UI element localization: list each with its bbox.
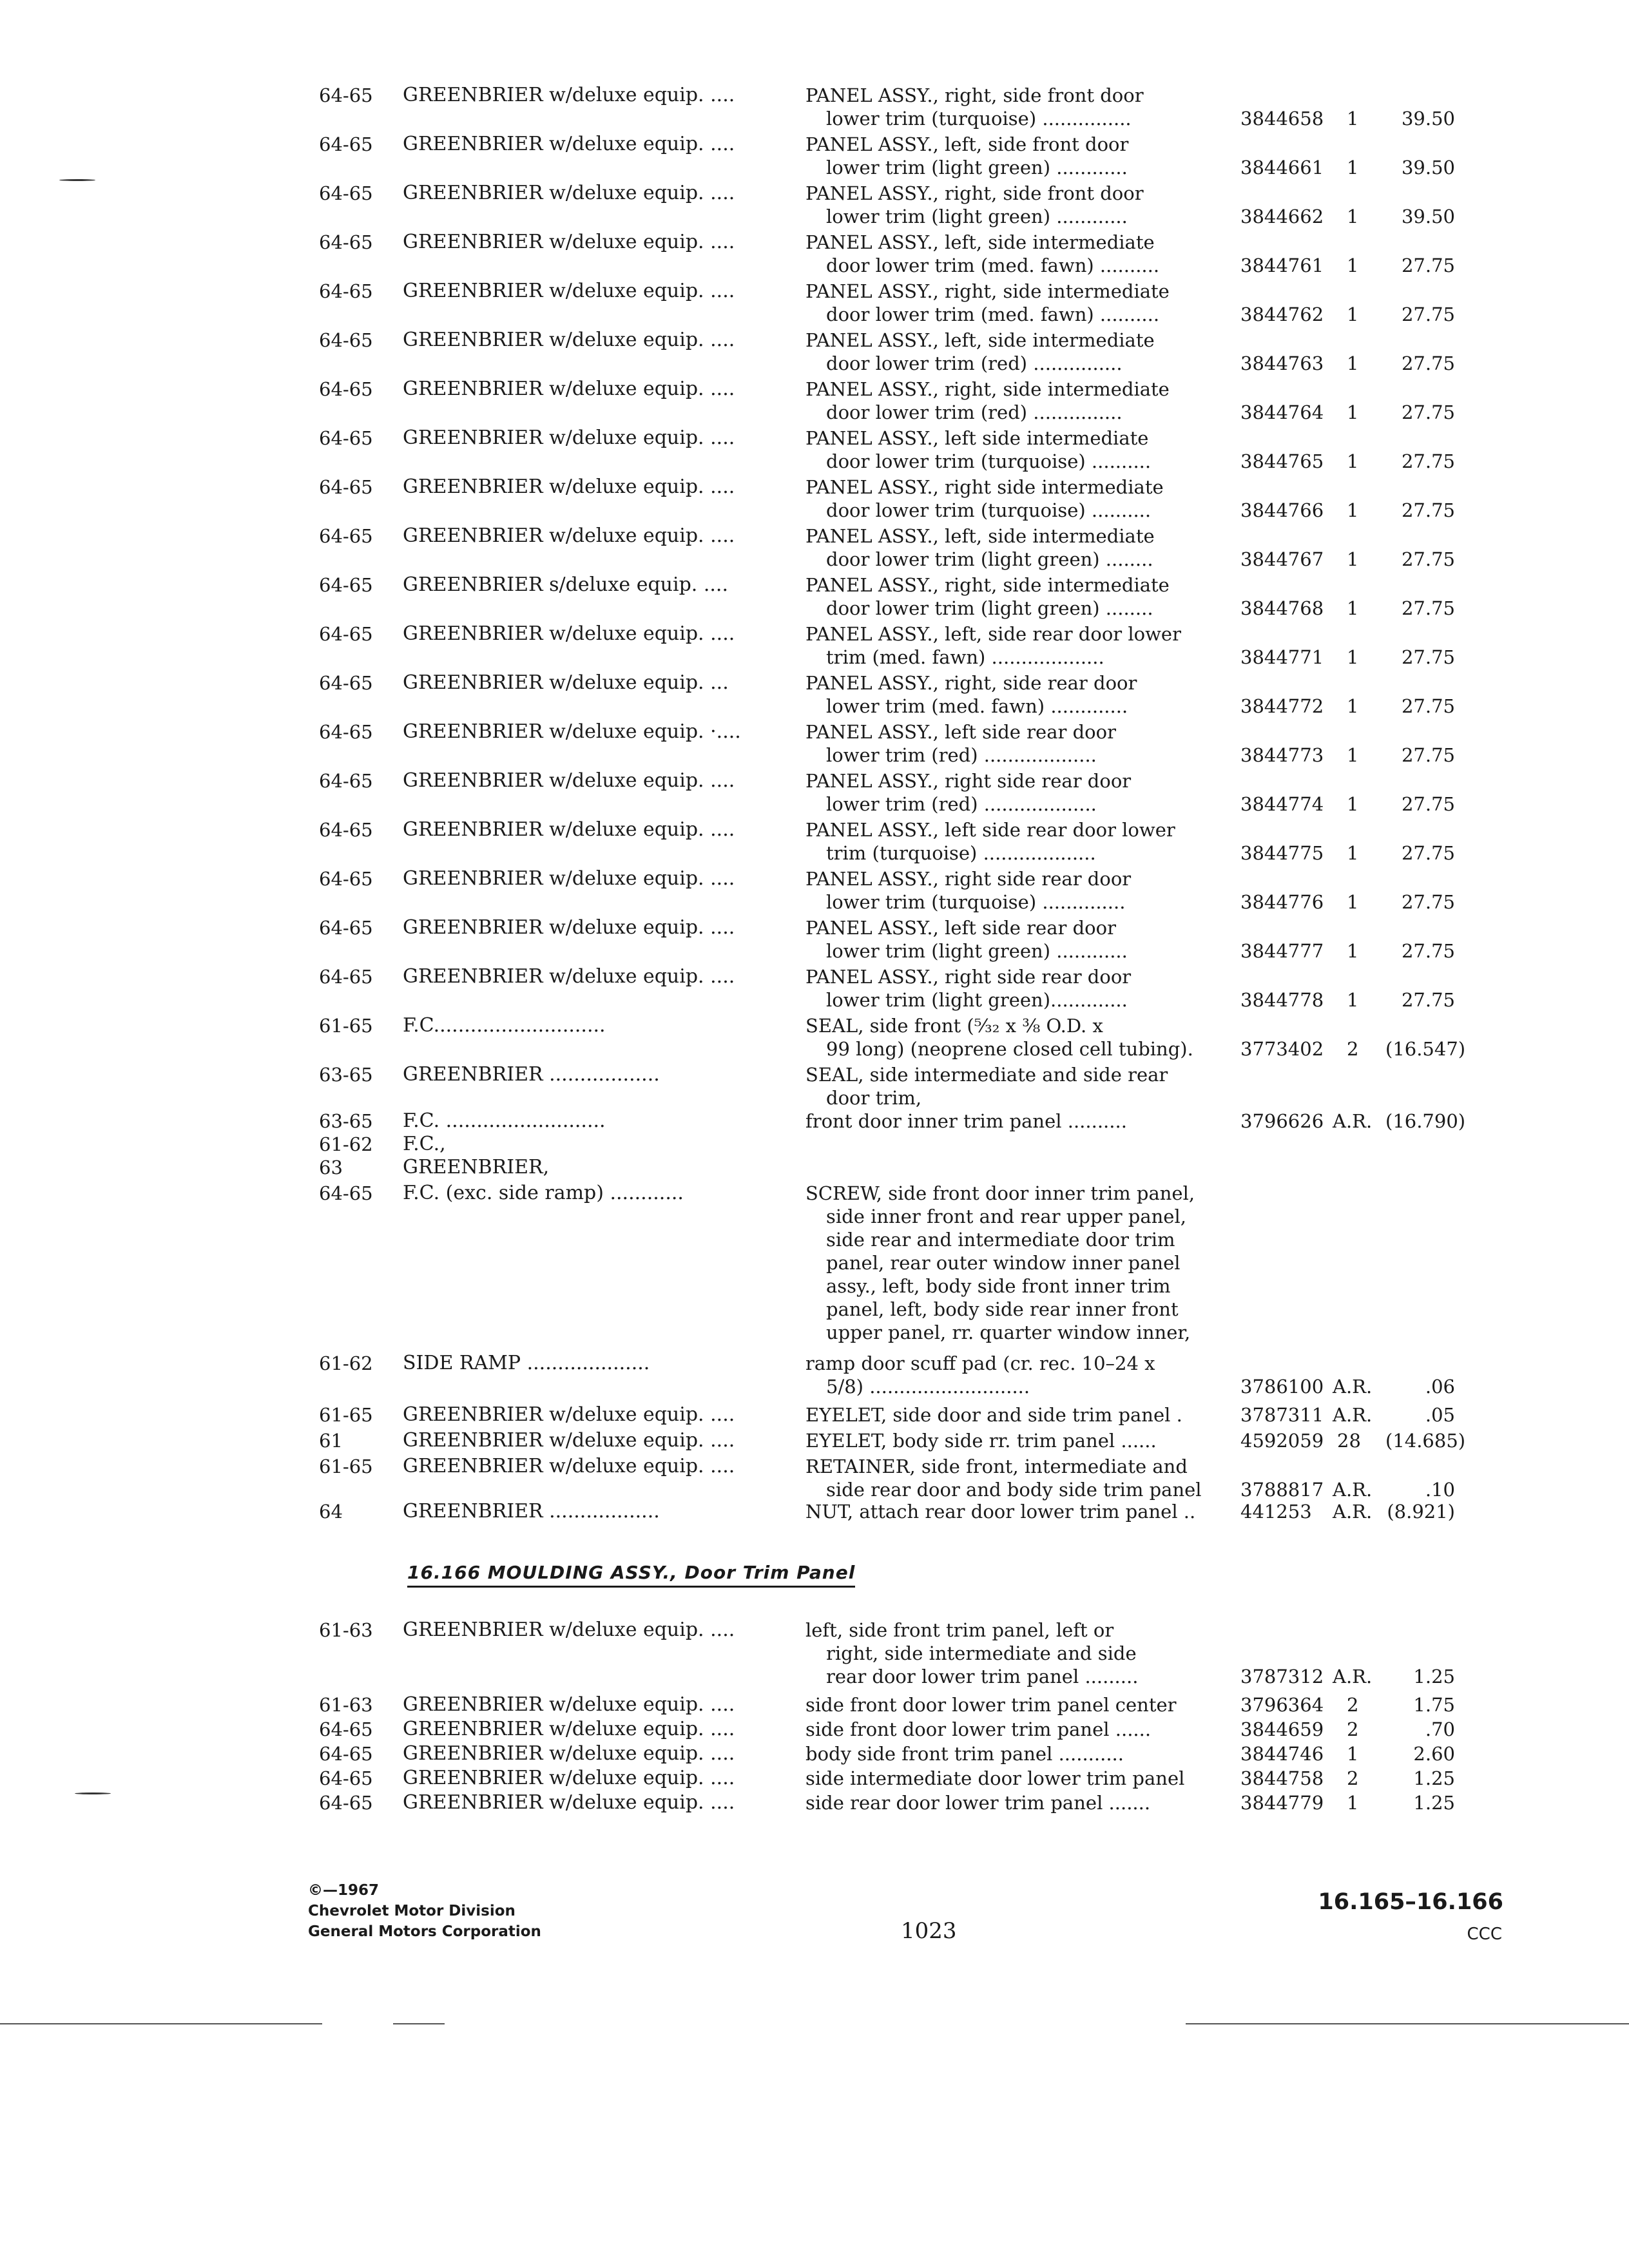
model-years: 64-65 [319,84,373,106]
quantity: 1 [1347,401,1359,423]
description-line: body side front trim panel ........... [805,1743,1124,1765]
description-line: PANEL ASSY., right side rear door [805,868,1132,890]
description-line: SEAL, side front (⁵⁄₃₂ x ⅜ O.D. x [805,1015,1103,1037]
model-years: 64-65 [319,819,373,841]
part-description [805,84,1231,130]
price: 27.75 [1401,499,1455,521]
part-description [805,280,1231,326]
description-line: PANEL ASSY., right, side front door [805,182,1144,204]
description-line: side rear door lower trim panel ....... [805,1792,1151,1814]
price: 1.75 [1413,1694,1455,1716]
description-line: PANEL ASSY., right, side intermediate [805,280,1170,302]
model-name: F.C. (exc. side ramp) ............ [403,1182,684,1204]
publisher-block [308,1880,541,1942]
model-name: GREENBRIER .................. [403,1063,660,1086]
part-number: 3844779 [1240,1792,1324,1814]
part-description [805,1742,1231,1765]
price: 1.25 [1413,1666,1455,1687]
model-name: GREENBRIER w/deluxe equip. .... [403,1791,735,1814]
price: 27.75 [1401,303,1455,325]
model-years: 64-65 [319,1182,373,1204]
part-number: 3844775 [1240,842,1324,864]
price: 27.75 [1401,548,1455,570]
model-years: 64-65 [319,917,373,939]
model-years: 64-65 [319,476,373,498]
description-line: 5/8) ........................... [826,1376,1030,1398]
part-number: 3844776 [1240,891,1324,913]
description-line: PANEL ASSY., left, side front door [805,133,1129,155]
model-name: GREENBRIER w/deluxe equip. .... [403,867,735,890]
model-name: GREENBRIER w/deluxe equip. ·.... [403,720,741,743]
price: .70 [1425,1718,1455,1740]
part-description [805,867,1231,914]
price: 39.50 [1401,157,1455,178]
description-line: lower trim (turquoise) .............. [826,891,1126,913]
model-name: GREENBRIER w/deluxe equip. .... [403,182,735,204]
description-line: side rear door and body side trim panel [826,1479,1202,1501]
quantity: 1 [1347,206,1359,227]
price: (16.547) [1385,1038,1466,1060]
description-line: ramp door scuff pad (cr. rec. 10–24 x [805,1352,1155,1374]
model-years: 64-65 [319,574,373,596]
model-name: F.C., [403,1133,446,1155]
part-description [805,573,1231,620]
description-line: lower trim (red) ................... [826,793,1097,815]
description-line: PANEL ASSY., left side rear door [805,721,1116,743]
part-number: 3796364 [1240,1694,1324,1716]
description-line: door lower trim (light green) ........ [826,597,1153,619]
description-line: PANEL ASSY., left side rear door lower [805,819,1175,841]
price: 39.50 [1401,206,1455,227]
part-number: 3844662 [1240,206,1324,227]
part-description [805,671,1231,718]
scan-edge-line [393,2023,445,2024]
model-name: GREENBRIER w/deluxe equip. .... [403,818,735,841]
part-number: 3788817 [1240,1479,1324,1501]
description-line: left, side front trim panel, left or [805,1619,1114,1641]
part-number: 3787312 [1240,1666,1324,1687]
part-description [805,524,1231,571]
model-name: GREENBRIER, [403,1156,550,1178]
model-years: 63-65 [319,1110,373,1132]
description-line: trim (med. fawn) ................... [826,646,1104,668]
part-description [805,1767,1231,1790]
price: 27.75 [1401,695,1455,717]
section-range: 16.165–16.166 [1318,1889,1503,1915]
part-description [805,378,1231,424]
model-years: 64-65 [319,672,373,694]
model-years: 64-65 [319,770,373,792]
model-name: GREENBRIER w/deluxe equip. .... [403,1455,735,1477]
part-description [805,427,1231,473]
model-name: GREENBRIER w/deluxe equip. .... [403,965,735,988]
description-line: PANEL ASSY., left side rear door [805,917,1116,939]
model-name: GREENBRIER w/deluxe equip. .... [403,280,735,302]
part-description [805,1063,1231,1110]
price: 39.50 [1401,108,1455,130]
model-name: GREENBRIER w/deluxe equip. .... [403,427,735,449]
price: 27.75 [1401,352,1455,374]
model-name: GREENBRIER w/deluxe equip. .... [403,231,735,253]
description-line: RETAINER, side front, intermediate and [805,1456,1188,1477]
price: 27.75 [1401,597,1455,619]
part-description [805,1110,1231,1133]
description-line: door lower trim (turquoise) .......... [826,450,1152,472]
price: 27.75 [1401,450,1455,472]
part-number: 3844658 [1240,108,1324,130]
part-number: 3844768 [1240,597,1324,619]
part-number: 3844762 [1240,303,1324,325]
part-number: 4592059 [1240,1430,1324,1452]
part-description [805,916,1231,963]
part-number: 3796626 [1240,1110,1324,1132]
part-description [805,622,1231,669]
model-name: SIDE RAMP .................... [403,1352,650,1374]
description-line: door lower trim (red) ............... [826,352,1123,374]
part-description [805,1619,1231,1688]
description-line: side front door lower trim panel center [805,1694,1177,1716]
part-number: 3844778 [1240,989,1324,1011]
price: .05 [1425,1404,1455,1426]
quantity: 1 [1347,352,1359,374]
model-name: GREENBRIER w/deluxe equip. .... [403,1619,735,1641]
price: 27.75 [1401,891,1455,913]
model-years: 64-65 [319,525,373,547]
model-years: 64-65 [319,1767,373,1789]
price: 27.75 [1401,401,1455,423]
description-line: PANEL ASSY., left, side intermediate [805,525,1155,547]
part-number: 3844766 [1240,499,1324,521]
quantity: 2 [1347,1718,1359,1740]
description-line: door lower trim (red) ............... [826,401,1123,423]
model-name: GREENBRIER w/deluxe equip. .... [403,622,735,645]
model-name: GREENBRIER w/deluxe equip. .... [403,524,735,547]
part-number: 3844765 [1240,450,1324,472]
part-description [805,182,1231,228]
description-line: door lower trim (turquoise) .......... [826,499,1152,521]
part-number: 3844773 [1240,744,1324,766]
model-years: 61-65 [319,1456,373,1477]
quantity: 1 [1347,597,1359,619]
price: 27.75 [1401,793,1455,815]
model-name: GREENBRIER w/deluxe equip. .... [403,1767,735,1789]
part-description [805,476,1231,522]
description-line: door trim, [826,1087,922,1109]
model-years: 63 [319,1157,343,1178]
quantity: 1 [1347,695,1359,717]
model-years: 64-65 [319,280,373,302]
corporation-name: General Motors Corporation [308,1923,541,1940]
description-line: PANEL ASSY., right, side intermediate [805,574,1170,596]
description-line: panel, left, body side rear inner front [826,1298,1179,1320]
part-number: 3844771 [1240,646,1324,668]
description-line: side front door lower trim panel ...... [805,1718,1152,1740]
quantity: A.R. [1333,1376,1373,1398]
quantity: 1 [1347,989,1359,1011]
quantity: 1 [1347,499,1359,521]
price: (8.921) [1387,1501,1455,1523]
description-line: EYELET, body side rr. trim panel ...... [805,1430,1157,1452]
model-years: 61-63 [319,1619,373,1641]
price: .10 [1425,1479,1455,1501]
part-number: 3844777 [1240,940,1324,962]
quantity: 1 [1347,255,1359,276]
part-description [805,965,1231,1012]
model-years: 64-65 [319,378,373,400]
part-number: 3844761 [1240,255,1324,276]
quantity: A.R. [1333,1479,1373,1501]
description-line: lower trim (light green) ............ [826,157,1128,178]
description-line: PANEL ASSY., right, side intermediate [805,378,1170,400]
part-description [805,1014,1231,1061]
part-number: 3844774 [1240,793,1324,815]
quantity: 1 [1347,303,1359,325]
quantity: 2 [1347,1038,1359,1060]
model-name: GREENBRIER .................. [403,1500,660,1523]
part-number: 3844661 [1240,157,1324,178]
price: .06 [1425,1376,1455,1398]
description-line: PANEL ASSY., right, side front door [805,84,1144,106]
description-line: lower trim (light green) ............ [826,206,1128,227]
part-description [805,1791,1231,1814]
description-line: SEAL, side intermediate and side rear [805,1064,1168,1086]
part-number: 3844764 [1240,401,1324,423]
quantity: A.R. [1333,1666,1373,1687]
model-years: 61-63 [319,1694,373,1716]
quantity: 1 [1347,157,1359,178]
price: 1.25 [1413,1792,1455,1814]
description-line: PANEL ASSY., right side rear door [805,770,1132,792]
description-line: lower trim (red) ................... [826,744,1097,766]
price: 27.75 [1401,744,1455,766]
description-line: PANEL ASSY., left, side rear door lower [805,623,1181,645]
model-years: 61-65 [319,1404,373,1426]
description-line: side intermediate door lower trim panel [805,1767,1185,1789]
model-years: 61-62 [319,1133,373,1155]
margin-mark [59,179,95,181]
part-number: 3844659 [1240,1718,1324,1740]
part-number: 441253 [1240,1501,1312,1523]
part-number: 3844763 [1240,352,1324,374]
part-number: 3786100 [1240,1376,1324,1398]
part-description [805,769,1231,816]
quantity: A.R. [1333,1404,1373,1426]
part-number: 3844746 [1240,1743,1324,1765]
model-name: GREENBRIER w/deluxe equip. .... [403,476,735,498]
part-description [805,1500,1231,1523]
quantity: 1 [1347,548,1359,570]
quantity: 1 [1347,646,1359,668]
scan-edge-line [1186,2023,1629,2024]
description-line: lower trim (med. fawn) ............. [826,695,1128,717]
model-name: GREENBRIER w/deluxe equip. ... [403,671,729,694]
part-description [805,1693,1231,1716]
model-years: 64-65 [319,1792,373,1814]
part-description [805,818,1231,865]
price: 27.75 [1401,255,1455,276]
description-line: lower trim (light green)............. [826,989,1128,1011]
model-name: GREENBRIER w/deluxe equip. .... [403,1693,735,1716]
model-years: 64-65 [319,329,373,351]
division-name: Chevrolet Motor Division [308,1903,516,1919]
model-years: 64-65 [319,182,373,204]
quantity: 1 [1347,744,1359,766]
price: 27.75 [1401,646,1455,668]
description-line: lower trim (light green) ............ [826,940,1128,962]
model-years: 64-65 [319,1718,373,1740]
quantity: 1 [1347,450,1359,472]
model-years: 64-65 [319,623,373,645]
model-name: GREENBRIER w/deluxe equip. .... [403,133,735,155]
description-line: upper panel, rr. quarter window inner, [826,1321,1191,1343]
quantity: 2 [1347,1767,1359,1789]
catalog-code: CCC [1467,1925,1502,1944]
price: 1.25 [1413,1767,1455,1789]
section-heading: 16.166 MOULDING ASSY., Door Trim Panel [407,1562,855,1588]
quantity: 1 [1347,842,1359,864]
model-name: F.C............................ [403,1014,606,1037]
part-description [805,231,1231,277]
quantity: 1 [1347,891,1359,913]
model-years: 61 [319,1430,343,1452]
model-name: GREENBRIER w/deluxe equip. .... [403,916,735,939]
description-line: PANEL ASSY., right side intermediate [805,476,1164,498]
description-line: trim (turquoise) ................... [826,842,1096,864]
model-years: 64-65 [319,966,373,988]
page-number: 1023 [901,1918,957,1944]
description-line: front door inner trim panel .......... [805,1110,1127,1132]
model-years: 64-65 [319,721,373,743]
part-number: 3773402 [1240,1038,1324,1060]
quantity: 2 [1347,1694,1359,1716]
model-years: 61-62 [319,1352,373,1374]
model-years: 64-65 [319,133,373,155]
description-line: door lower trim (med. fawn) .......... [826,255,1160,276]
part-description [805,1455,1231,1501]
model-name: GREENBRIER w/deluxe equip. .... [403,84,735,106]
price: 27.75 [1401,940,1455,962]
price: (14.685) [1385,1430,1466,1452]
model-name: GREENBRIER w/deluxe equip. .... [403,329,735,351]
part-description [805,1429,1231,1452]
description-line: lower trim (turquoise) ............... [826,108,1132,130]
part-description [805,329,1231,375]
description-line: rear door lower trim panel ......... [826,1666,1139,1687]
model-years: 63-65 [319,1064,373,1086]
model-years: 64-65 [319,231,373,253]
description-line: door lower trim (med. fawn) .......... [826,303,1160,325]
margin-mark [75,1792,111,1794]
part-description [805,1718,1231,1741]
description-line: PANEL ASSY., right side rear door [805,966,1132,988]
part-description [805,133,1231,179]
price: (16.790) [1385,1110,1466,1132]
model-name: GREENBRIER w/deluxe equip. .... [403,378,735,400]
part-number: 3844767 [1240,548,1324,570]
model-years: 64-65 [319,1743,373,1765]
scan-edge-line [0,2023,322,2024]
model-years: 61-65 [319,1015,373,1037]
quantity: 1 [1347,793,1359,815]
part-number: 3844758 [1240,1767,1324,1789]
description-line: PANEL ASSY., left side intermediate [805,427,1149,449]
description-line: PANEL ASSY., left, side intermediate [805,231,1155,253]
model-years: 64 [319,1501,343,1523]
part-description [805,1403,1231,1427]
description-line: NUT, attach rear door lower trim panel .. [805,1501,1196,1523]
quantity: A.R. [1333,1110,1373,1132]
description-line: 99 long) (neoprene closed cell tubing). [826,1038,1193,1060]
model-name: GREENBRIER w/deluxe equip. .... [403,1718,735,1740]
description-line: side rear and intermediate door trim [826,1229,1175,1251]
part-description [805,720,1231,767]
quantity: 1 [1347,108,1359,130]
model-name: F.C. .......................... [403,1110,606,1132]
quantity: 1 [1347,940,1359,962]
description-line: EYELET, side door and side trim panel . [805,1404,1182,1426]
model-name: GREENBRIER w/deluxe equip. .... [403,1403,735,1426]
description-line: PANEL ASSY., left, side intermediate [805,329,1155,351]
description-line: right, side intermediate and side [826,1642,1137,1664]
model-name: GREENBRIER w/deluxe equip. .... [403,1429,735,1452]
part-number: 3787311 [1240,1404,1324,1426]
price: 27.75 [1401,842,1455,864]
part-description [805,1182,1231,1344]
model-years: 64-65 [319,427,373,449]
quantity: 1 [1347,1743,1359,1765]
description-line: panel, rear outer window inner panel [826,1252,1181,1274]
part-description [805,1352,1231,1398]
model-years: 64-65 [319,868,373,890]
description-line: PANEL ASSY., right, side rear door [805,672,1137,694]
copyright: ©—1967 [308,1882,380,1899]
description-line: SCREW, side front door inner trim panel, [805,1182,1195,1204]
price: 2.60 [1413,1743,1455,1765]
description-line: side inner front and rear upper panel, [826,1206,1186,1227]
model-name: GREENBRIER w/deluxe equip. .... [403,769,735,792]
quantity: A.R. [1333,1501,1373,1523]
model-name: GREENBRIER s/deluxe equip. .... [403,573,728,596]
part-number: 3844772 [1240,695,1324,717]
description-line: door lower trim (light green) ........ [826,548,1153,570]
description-line: assy., left, body side front inner trim [826,1275,1171,1297]
price: 27.75 [1401,989,1455,1011]
quantity: 28 [1337,1430,1361,1452]
quantity: 1 [1347,1792,1359,1814]
model-name: GREENBRIER w/deluxe equip. .... [403,1742,735,1765]
